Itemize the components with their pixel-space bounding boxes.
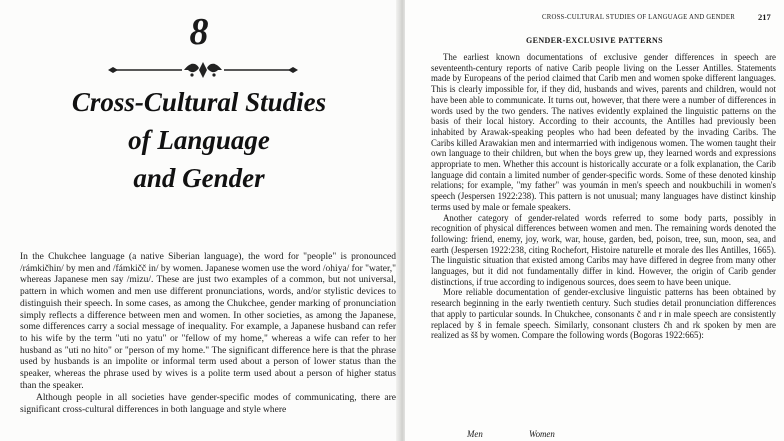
paragraph: Although people in all societies have gender-specific modes of communicating, there are significant cross-cultural differences in both language and style where [20,393,396,416]
paragraph: The earliest known documentations of exclusive gender differences in speech are seventeenth-century reports of native Carib people living on the Lesser Antilles. Statements made by Europeans of the period claimed that Carib men and women spoke different languages. This is clearly impossible for, if they did, husbands and wives, parents and children, would not have been able to communicate. It turns out, however, that there were a number of differences in words used by the two genders. The natives evidently explained the linguistic patterns on the basis of their local history. According to their accounts, the Antilles had previously been inhabited by Arawak-speaking peoples who had been defeated by the invading Caribs. The Caribs killed Arawakian men and intermarried with indigenous women. The women taught their own language to their children, but when the boys grew up, they learned words and expressions appropriate to men. Whether this account is historically accurate or a folk explanation, the Carib language did contain a limited number of gender-specific words. Some of these denoted kinship relations; for example, "my father" was youmán in men's speech and noukbuchili in women's speech (Jespersen 1922:238). This pattern is not unusual; many languages have distinct kinship terms used by male or female speakers. [431,52,776,212]
word-comparison-header [467,429,555,439]
chapter-title-line: Cross-Cultural Studies [71,87,327,117]
chapter-ornament-icon [108,60,298,80]
chapter-title [0,83,398,197]
chapter-title-line: and Gender [133,163,265,193]
paragraph: Another category of gender-related words referred to some body parts, possibly in recognition of physical differences between women and men. The remaining words denoted the following: friend, enemy, joy, work, war, house, garden, bed, poison, tree, sun, moon, sea, and earth (Jespersen 1922:238, citing Rochefort, Histoire naturelle et morale des Iles Antilles, 1665). The linguistic situation that existed among Caribs may have differed in degree from many other languages, but it did not fundamentally differ in kind. However, the origin of Carib gender distinctions, if true according to indigenous sources, does seem to have been unique. [431,212,776,287]
running-head: CROSS-CULTURAL STUDIES OF LANGUAGE AND GENDER [542,14,735,21]
chapter-number: 8 [189,11,209,53]
section-heading: GENDER-EXCLUSIVE PATTERNS [525,36,664,45]
right-body-text [431,52,776,341]
column-label-men: Men [467,429,483,439]
right-page [405,0,784,441]
column-label-women: Women [529,429,555,439]
chapter-title-line: of Language [128,125,270,155]
paragraph: More reliable documentation of gender-exclusive linguistic patterns has been obtained by research beginning in the early twentieth century. Such studies detail pronunciation differences that apply to particular sounds. In Chukchee, consonants č and r in male speech are consistently replaced by š in female speech. Similarly, consonant clusters čh and rk spoken by men are realized as šš by women. Compare the following words (Bogoras 1922:665): [431,287,776,341]
left-body-text [20,252,396,417]
paragraph: In the Chukchee language (a native Siberian language), the word for "people" is pronounced /rámkičhin/ by men and /fámkičč in/ by women. Japanese women use the word /ohiya/ for "water," whereas Japanese men say /mizu/. These are just two examples of a common, but not universal, pattern in which women and men use different pronunciations, words, and/or stylistic devices to distinguish their speech. In some cases, as among the Chukchee, gender marking of pronunciation simply reflects a difference between men and women. In other societies, as among the Japanese, some differences carry a social message of inequality. For example, a Japanese husband can refer to his wife by the term "uti no yatu" or "fellow of my home," whereas a wife can refer to her husband as "uti no hito" or "person of my home." The significant difference here is that the phrase used by husbands is an impolite or informal term used about a person of lower status than the speaker, whereas the phrase used by wives is a polite term used about a person of higher status than the speaker. [20,252,396,391]
page-number: 217 [758,12,771,22]
